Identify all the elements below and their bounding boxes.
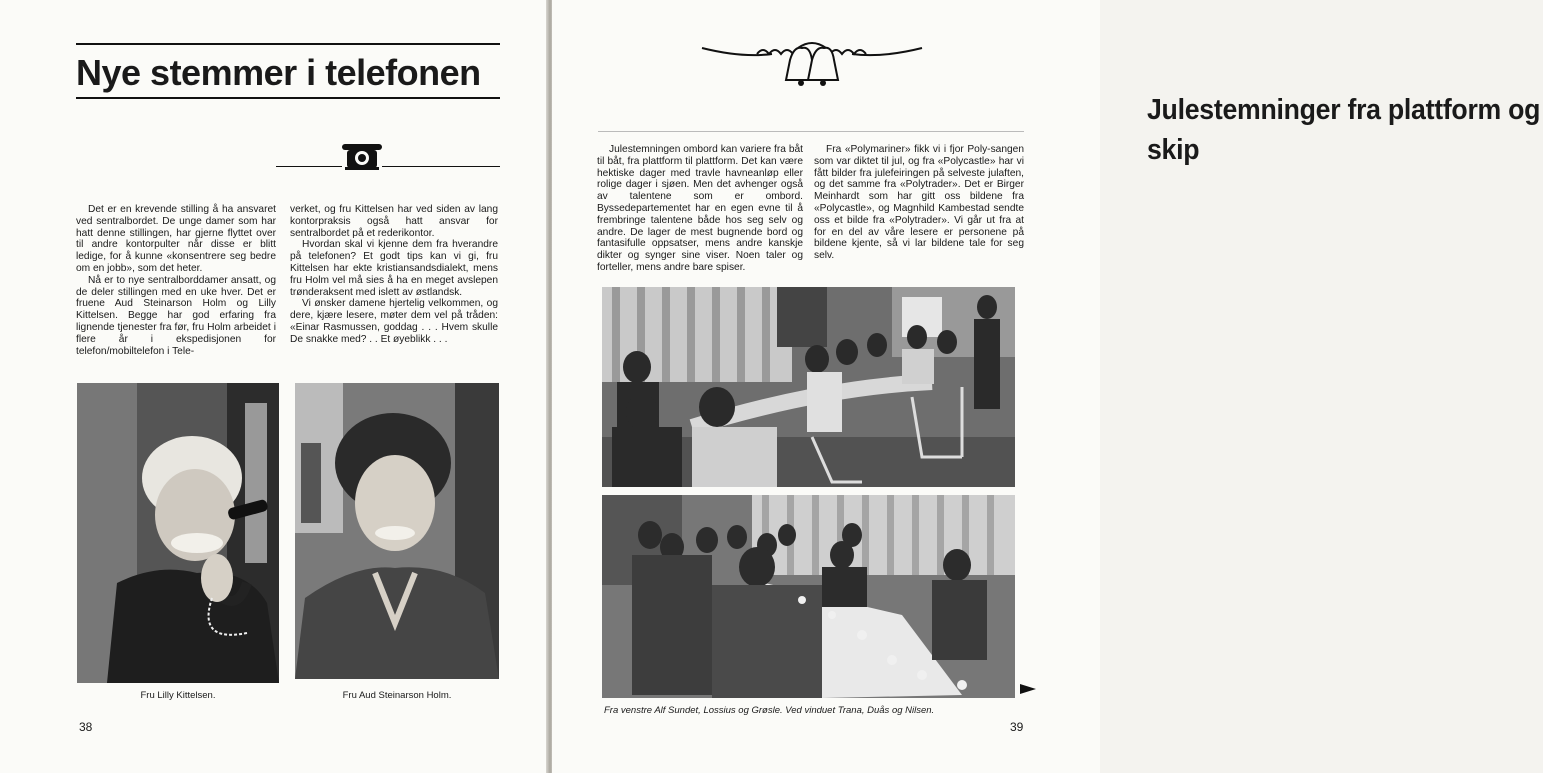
photo-lilly-kittelsen	[77, 383, 279, 683]
right-column-2: Fra «Polymariner» fikk vi i fjor Poly-sangen som var diktet til jul, og fra «Polycastle» har vi fått bilder fra julefeiringen på selveste julaften, og det samme fra «Polytrader». Det er Birger Meinhardt som har gitt oss bildene fra «Polycastle», og Magnhild Kambestad sendte oss et bilde fra «Polytrader». Vi går ut fra at for en del av våre lesere er personene på bildene kjente, så vi lar bildene tale for seg selv.	[814, 144, 1024, 262]
right-column-1: Julestemningen ombord kan variere fra båt til båt, fra plattform til plattform. Det kan være hektiske dager med travle havneanløp eller rolige dager i sjøen. Men det avhenger også av talentene som er ombord. Byssedepartementet har en egen evne til å frembringe talentene både hos seg selv og andre. De lager de mest bugnende bord og fantasifulle oppsatser, mens andre kanskje dikter og synger sine viser. Noen taler og forteller, mens andre bare spiser.	[597, 144, 803, 273]
title-underline	[598, 131, 1024, 132]
photo-caption-right: Fra venstre Alf Sundet, Lossius og Grøsle. Ved vinduet Trana, Duås og Nilsen.	[604, 705, 935, 716]
photo-christmas-party-1	[602, 287, 1015, 487]
photo-aud-steinarson-holm	[295, 383, 499, 679]
paragraph: Vi ønsker damene hjertelig velkommen, og dere, kjære lesere, møter dem vel på tråden: «Einar Rasmussen, goddag . . . Hvem skulle De snakke med? . . Et øyeblikk . . .	[290, 298, 498, 345]
left-page	[0, 0, 548, 773]
right-page	[552, 0, 1541, 773]
right-page-title: Julestemninger fra plattform og skip	[1147, 94, 1541, 166]
paragraph: Hvordan skal vi kjenne dem fra hverandre på telefonen? Et godt tips kan vi gi, fru Kittelsen har ekte kristiansandsdialekt, mens fru Holm vel må sies å ha en meget avslepen trønderaksent med islett av østlandsk.	[290, 239, 498, 298]
telephone-icon	[340, 142, 384, 172]
paragraph: Nå er to nye sentralborddamer ansatt, og de deler stillingen med en uke hver. Det er fruene Aud Steinarson Holm og Lilly Kittelsen. Begge har god erfaring fra lignende tjenester fra før, fru Holm arbeidet i flere år i ekspedisjonen for telefon/mobiltelefon i Tele-	[76, 274, 276, 357]
photo-caption-2: Fru Aud Steinarson Holm.	[342, 690, 452, 701]
page-number-right: 39	[1010, 720, 1024, 734]
photo-christmas-party-2	[602, 495, 1015, 698]
paragraph: verket, og fru Kittelsen har ved siden av lang kontorpraksis også hatt ansvar for sentralbordet på et rederikontor.	[290, 204, 498, 239]
title-bottom-rule	[76, 97, 500, 99]
ornament-rule-right	[382, 166, 500, 167]
left-column-2	[290, 204, 498, 346]
christmas-bells-icon	[702, 40, 922, 90]
title-top-rule	[76, 43, 500, 45]
left-page-title: Nye stemmer i telefonen	[76, 52, 481, 93]
photo-caption-1: Fru Lilly Kittelsen.	[140, 690, 216, 701]
continue-arrow-icon	[1020, 684, 1036, 694]
page-number-left: 38	[79, 720, 93, 734]
ornament-rule-left	[276, 166, 342, 167]
paragraph: Det er en krevende stilling å ha ansvaret ved sentralbordet. De unge damer som har hatt denne stillingen, har gjerne flyttet over til andre kontorpulter når disse er blitt ledige, for å kunne «konsentrere seg bedre om en jobb», som det heter.	[76, 204, 276, 274]
left-column-1	[76, 204, 276, 357]
